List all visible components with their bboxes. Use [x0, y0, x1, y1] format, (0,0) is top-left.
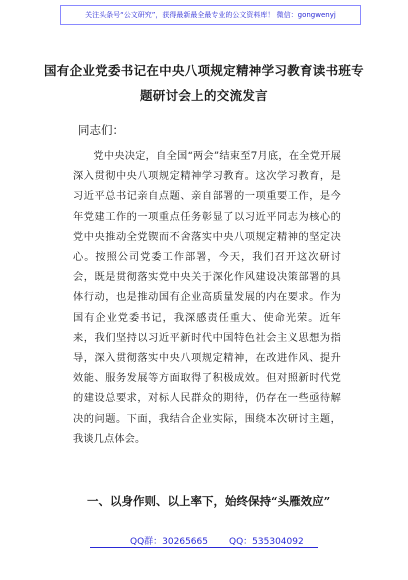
- footer-qq-group: QQ群：30265665: [130, 537, 208, 547]
- promo-banner: 关注头条号“公文研究”，获得最新最全最专业的公文资料库！ 微信：gongwenyj: [60, 5, 361, 25]
- salutation: 同志们：: [78, 123, 124, 137]
- page-footer: [0, 531, 408, 551]
- footer-underline: [90, 547, 318, 548]
- footer-qq-contact: QQ：535304092: [229, 537, 304, 547]
- body-paragraph: 党中央决定，自全国“两会”结束至7月底，在全党开展深入贯彻中央八项规定精神学习教育。这次学习教育，是习近平总书记亲自点题、亲自部署的一项重要工作，是今年党建工作的一项重点任务彰显了以习近平同志为核心的党中央推动全党锲而不舍落实中央八项规定精神的坚定决心。按照公司党委工作部署，今天，我们召开这次研讨会，既是贯彻落实党中央关于深化作风建设决策部署的具体行动，也是推动国有企业高质量发展的内在要求。作为国有企业党委书记，我深感责任重大、使命光荣。近年来，我们坚持以习近平新时代中国特色社会主义思想为指导，深入贯彻落实中央八项规定精神，在改进作风、提升效能、服务发展等方面取得了积极成效。但对照新时代党的建设总要求，对标人民群众的期待，仍存在一些亟待解决的问题。下面，我结合企业实际，围绕本次研讨主题，我谈几点体会。: [73, 151, 341, 445]
- section-heading: 一、以身作则、以上率下，始终保持“头雁效应”: [87, 494, 331, 508]
- document-title: 国有企业党委书记在中央八项规定精神学习教育读书班专题研讨会上的交流发言: [43, 63, 364, 103]
